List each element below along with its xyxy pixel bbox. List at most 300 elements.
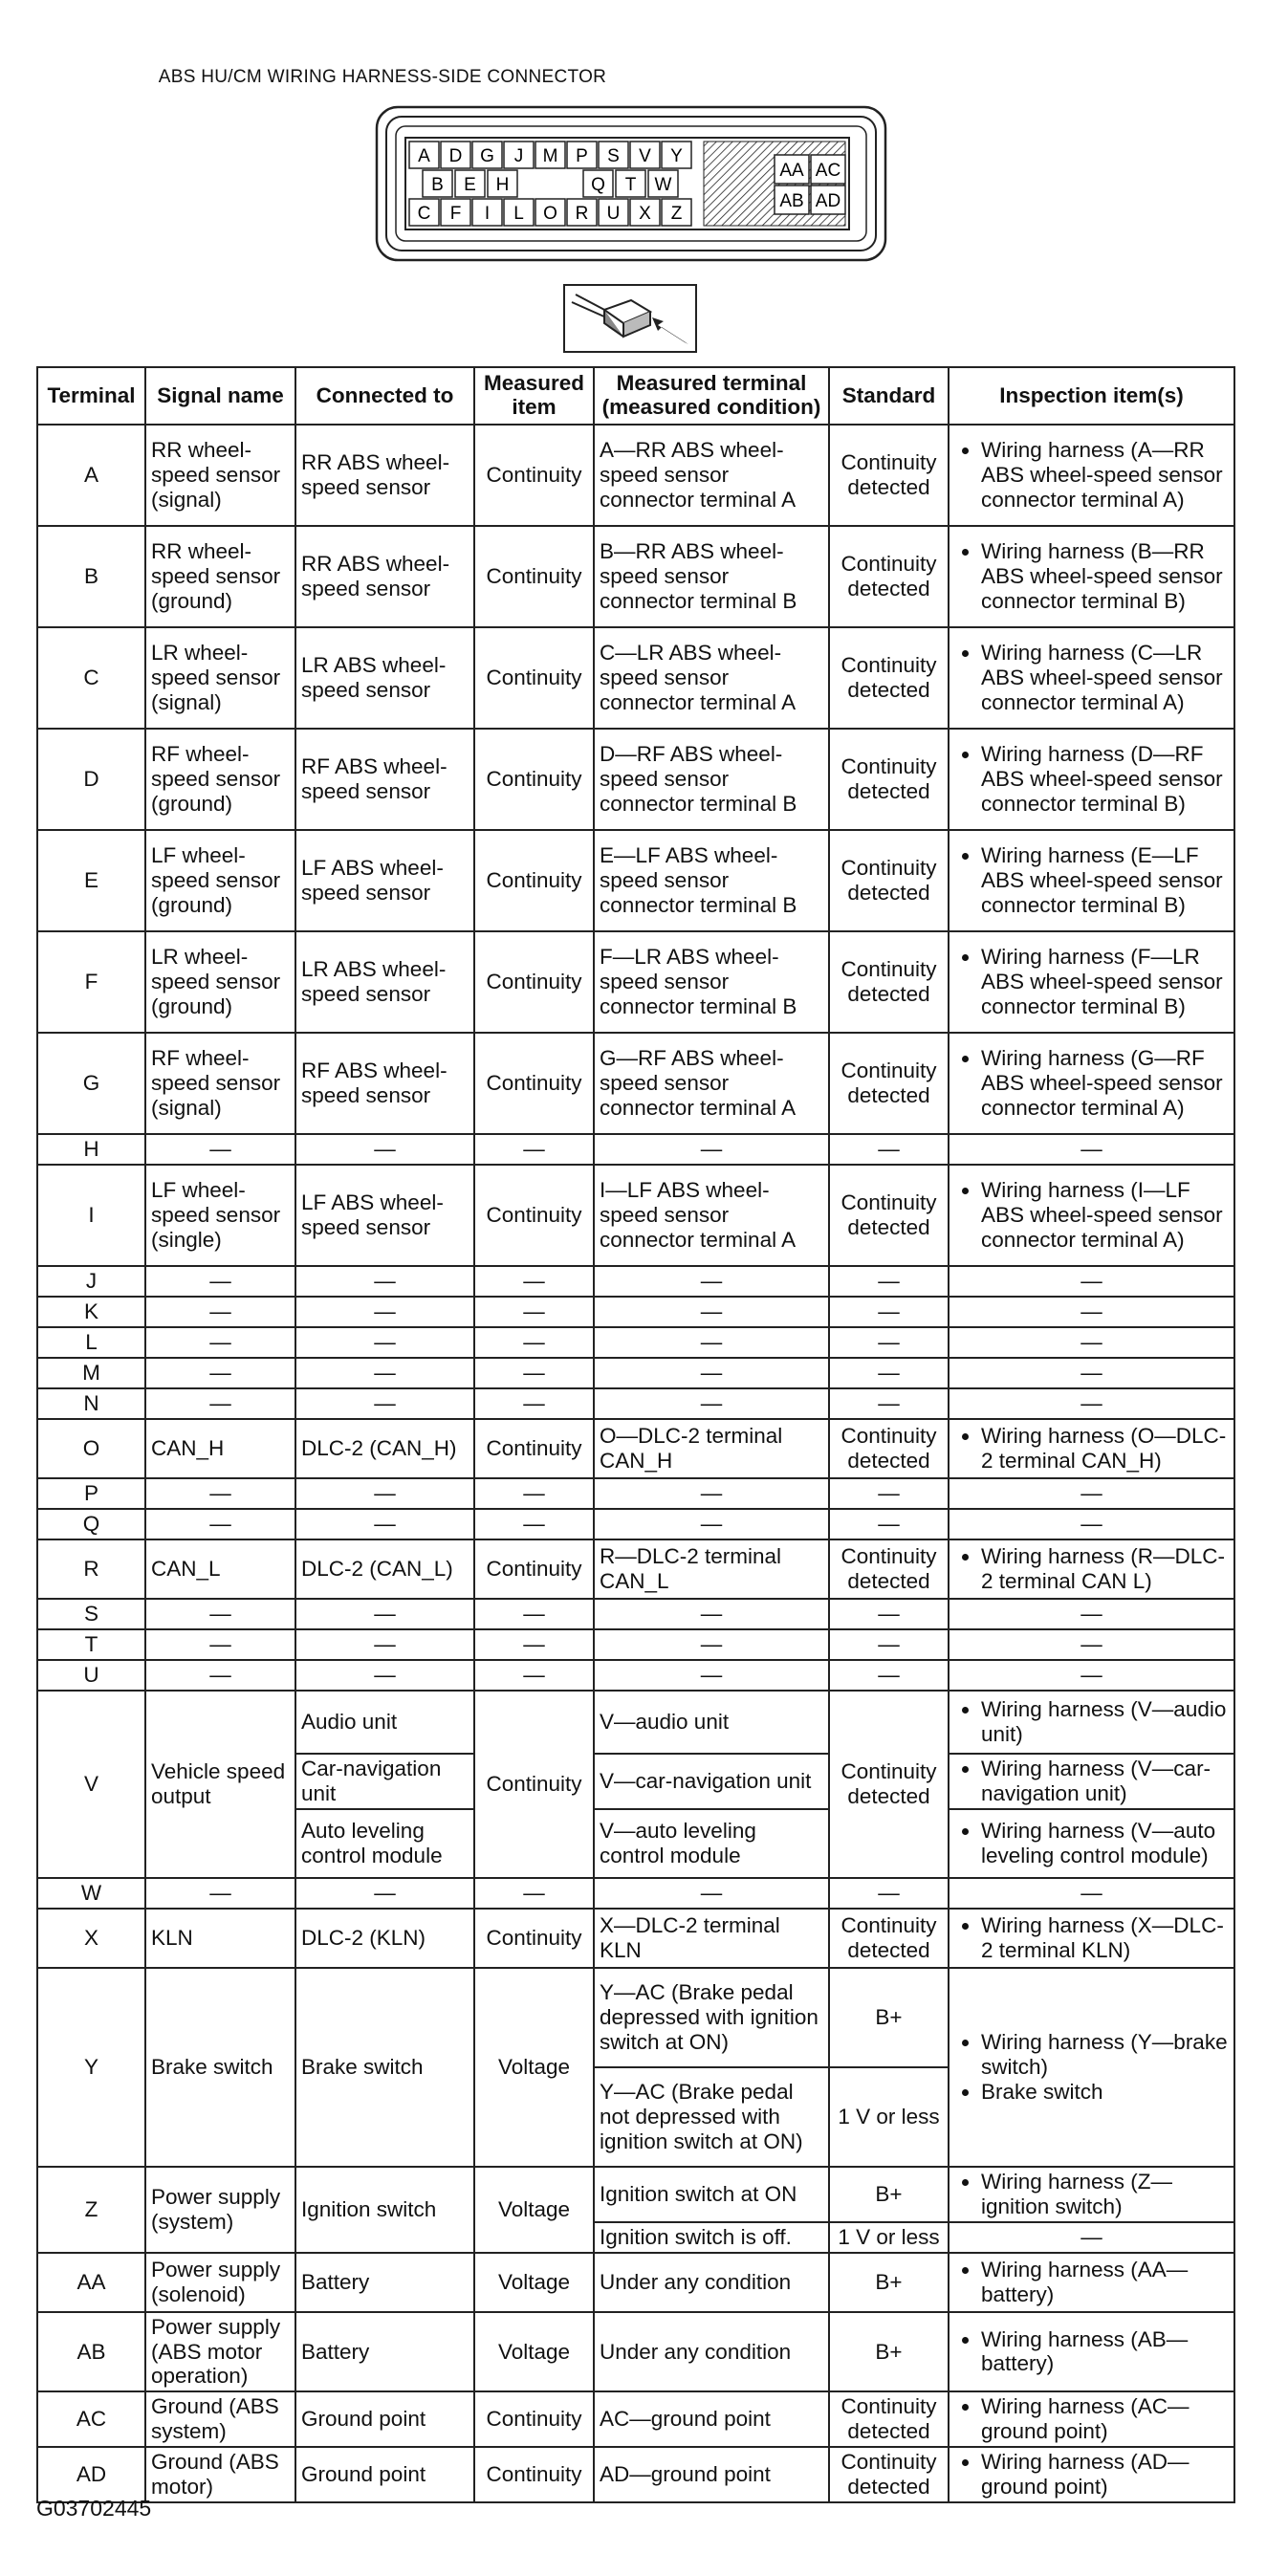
table-row-l xyxy=(37,1327,1234,1358)
inspection-list xyxy=(954,539,1229,614)
inspection-cell xyxy=(949,425,1234,526)
pin-d: D xyxy=(448,146,463,166)
signal-name-cell: — xyxy=(145,1134,295,1165)
signal-name-cell: — xyxy=(145,1266,295,1297)
standard-cell: Continuity detected xyxy=(829,931,949,1033)
pin-ab: AB xyxy=(779,191,804,211)
standard-cell: — xyxy=(829,1509,949,1539)
pin-x: X xyxy=(639,204,651,224)
standard-cell: — xyxy=(829,1629,949,1660)
inspection-list xyxy=(954,1544,1229,1594)
table-row-x xyxy=(37,1909,1234,1968)
inspection-item: • Wiring harness (D—RF ABS wheel-speed sensor connector terminal B) xyxy=(981,742,1229,817)
pin-u: U xyxy=(606,204,621,224)
inspection-item: • Wiring harness (E—LF ABS wheel-speed sensor connector terminal B) xyxy=(981,843,1229,918)
signal-name-cell: Ground (ABS system) xyxy=(145,2391,295,2447)
measured-item-cell: Continuity xyxy=(474,627,594,729)
measured-terminal-cell: — xyxy=(594,1297,829,1327)
measured-item-cell: — xyxy=(474,1629,594,1660)
standard-cell: — xyxy=(829,1297,949,1327)
signal-name-cell: LR wheel-speed sensor (signal) xyxy=(145,627,295,729)
connected-to-cell: DLC-2 (KLN) xyxy=(295,1909,474,1968)
measured-terminal-cell: — xyxy=(594,1266,829,1297)
terminal-cell: B xyxy=(37,526,145,627)
measured-item-cell: Continuity xyxy=(474,1539,594,1599)
table-row-e xyxy=(37,830,1234,931)
measured-terminal-cell: — xyxy=(594,1629,829,1660)
pin-z: Z xyxy=(670,204,683,224)
header-measured-terminal: Measured terminal (measured condition) xyxy=(594,367,829,425)
measured-terminal-cell: Under any condition xyxy=(594,2312,829,2392)
measured-terminal-cell: — xyxy=(594,1327,829,1358)
connected-to-cell: LF ABS wheel-speed sensor xyxy=(295,830,474,931)
inspection-item: • Wiring harness (C—LR ABS wheel-speed sensor connector terminal A) xyxy=(981,641,1229,715)
terminal-cell: F xyxy=(37,931,145,1033)
inspection-list xyxy=(954,843,1229,918)
standard-cell: Continuity detected xyxy=(829,830,949,931)
inspection-cell: — xyxy=(949,1509,1234,1539)
measured-terminal-cell: Under any condition xyxy=(594,2253,829,2312)
signal-name-cell: CAN_H xyxy=(145,1419,295,1478)
signal-name-cell: LR wheel-speed sensor (ground) xyxy=(145,931,295,1033)
signal-name-cell: Brake switch xyxy=(145,1968,295,2167)
connected-to-cell: — xyxy=(295,1478,474,1509)
connected-to-cell: — xyxy=(295,1878,474,1909)
standard-cell: Continuity detected xyxy=(829,1033,949,1134)
standard-cell: Continuity detected xyxy=(829,627,949,729)
header-inspection-items: Inspection item(s) xyxy=(949,367,1234,425)
connected-to-cell: Battery xyxy=(295,2253,474,2312)
probe-icon xyxy=(562,283,698,354)
table-row-ac xyxy=(37,2391,1234,2447)
measured-item-cell: Continuity xyxy=(474,526,594,627)
inspection-item: • Wiring harness (X—DLC-2 terminal KLN) xyxy=(981,1913,1229,1963)
standard-cell: Continuity detected xyxy=(829,1165,949,1266)
measured-terminal-cell: — xyxy=(594,1509,829,1539)
pin-i: I xyxy=(484,204,491,224)
table-row-j xyxy=(37,1266,1234,1297)
inspection-item: • Wiring harness (AC—ground point) xyxy=(981,2394,1229,2444)
terminal-cell: AD xyxy=(37,2447,145,2502)
signal-name-cell: — xyxy=(145,1327,295,1358)
measured-item-cell: Voltage xyxy=(474,1968,594,2167)
pin-r: R xyxy=(575,204,589,224)
terminal-cell: Q xyxy=(37,1509,145,1539)
connected-to-cell: RF ABS wheel-speed sensor xyxy=(295,729,474,830)
pin-s: S xyxy=(607,146,620,166)
connector-title: ABS HU/CM WIRING HARNESS-SIDE CONNECTOR xyxy=(158,67,607,87)
measured-terminal-cell: A—RR ABS wheel-speed sensor connector terminal A xyxy=(594,425,829,526)
pin-b: B xyxy=(431,175,444,195)
measured-item-cell: — xyxy=(474,1478,594,1509)
standard-cell: Continuity detected xyxy=(829,526,949,627)
inspection-item: • Wiring harness (I—LF ABS wheel-speed sensor connector terminal A) xyxy=(981,1178,1229,1253)
inspection-cell: — xyxy=(949,1388,1234,1419)
measured-terminal-cell: D—RF ABS wheel-speed sensor connector terminal B xyxy=(594,729,829,830)
pin-j: J xyxy=(513,146,524,166)
terminal-cell: V xyxy=(37,1691,145,1878)
measured-terminal-cell: Ignition switch is off. xyxy=(594,2222,829,2253)
measured-item-cell: Continuity xyxy=(474,2447,594,2502)
connected-to-cell: Auto leveling control module xyxy=(295,1809,474,1878)
inspection-cell: — xyxy=(949,1134,1234,1165)
pin-ad: AD xyxy=(815,191,841,211)
terminal-cell: D xyxy=(37,729,145,830)
connected-to-cell: Car-navigation unit xyxy=(295,1754,474,1809)
table-row-i xyxy=(37,1165,1234,1266)
pin-w: W xyxy=(654,175,672,195)
standard-cell: — xyxy=(829,1599,949,1629)
measured-terminal-cell: O—DLC-2 terminal CAN_H xyxy=(594,1419,829,1478)
table-row-ad xyxy=(37,2447,1234,2502)
measured-item-cell: Voltage xyxy=(474,2312,594,2392)
figure-code: G03702445 xyxy=(36,2496,152,2521)
signal-name-cell: — xyxy=(145,1297,295,1327)
inspection-item: • Wiring harness (F—LR ABS wheel-speed sensor connector terminal B) xyxy=(981,945,1229,1019)
signal-name-cell: RR wheel-speed sensor (ground) xyxy=(145,526,295,627)
inspection-list xyxy=(954,2394,1229,2444)
standard-cell: B+ xyxy=(829,2312,949,2392)
inspection-item: • Wiring harness (AD—ground point) xyxy=(981,2450,1229,2500)
inspection-cell: — xyxy=(949,1660,1234,1691)
inspection-cell xyxy=(949,1968,1234,2167)
measured-terminal-cell: Y—AC (Brake pedal depressed with ignition switch at ON) xyxy=(594,1968,829,2067)
terminal-cell: AC xyxy=(37,2391,145,2447)
inspection-item: • Wiring harness (AA—battery) xyxy=(981,2258,1229,2307)
table-row-h xyxy=(37,1134,1234,1165)
table-row-t xyxy=(37,1629,1234,1660)
inspection-cell xyxy=(949,830,1234,931)
table-row-k xyxy=(37,1297,1234,1327)
measured-terminal-cell: — xyxy=(594,1599,829,1629)
measured-item-cell: Continuity xyxy=(474,2391,594,2447)
table-row-f xyxy=(37,931,1234,1033)
inspection-list xyxy=(954,1046,1229,1121)
pin-v: V xyxy=(639,146,651,166)
terminal-cell: U xyxy=(37,1660,145,1691)
inspection-item: • Wiring harness (O—DLC-2 terminal CAN_H) xyxy=(981,1424,1229,1474)
table-row-b xyxy=(37,526,1234,627)
measured-item-cell: — xyxy=(474,1327,594,1358)
pin-f: F xyxy=(449,204,462,224)
connected-to-cell: RR ABS wheel-speed sensor xyxy=(295,526,474,627)
measured-terminal-cell: V—audio unit xyxy=(594,1691,829,1754)
measured-terminal-cell: — xyxy=(594,1388,829,1419)
measured-item-cell: — xyxy=(474,1266,594,1297)
inspection-list xyxy=(954,2327,1229,2377)
measured-terminal-cell: AD—ground point xyxy=(594,2447,829,2502)
table-row-v xyxy=(37,1691,1234,1754)
signal-name-cell: CAN_L xyxy=(145,1539,295,1599)
measured-terminal-cell: — xyxy=(594,1878,829,1909)
inspection-item: • Brake switch xyxy=(981,2080,1229,2105)
signal-name-cell: — xyxy=(145,1509,295,1539)
standard-cell: Continuity detected xyxy=(829,425,949,526)
header-signal-name: Signal name xyxy=(145,367,295,425)
measured-item-cell: Continuity xyxy=(474,729,594,830)
connected-to-cell: — xyxy=(295,1327,474,1358)
inspection-list xyxy=(954,2170,1229,2219)
signal-name-cell: Power supply (system) xyxy=(145,2167,295,2253)
inspection-list xyxy=(954,1697,1229,1747)
table-row-o xyxy=(37,1419,1234,1478)
standard-cell: — xyxy=(829,1134,949,1165)
pin-g: G xyxy=(480,146,494,166)
connected-to-cell: — xyxy=(295,1388,474,1419)
terminal-cell: G xyxy=(37,1033,145,1134)
inspection-item: • Wiring harness (B—RR ABS wheel-speed sensor connector terminal B) xyxy=(981,539,1229,614)
terminal-cell: O xyxy=(37,1419,145,1478)
inspection-cell xyxy=(949,1809,1234,1878)
connected-to-cell: — xyxy=(295,1599,474,1629)
connected-to-cell: Ground point xyxy=(295,2391,474,2447)
measured-terminal-cell: V—car-navigation unit xyxy=(594,1754,829,1809)
measured-terminal-cell: R—DLC-2 terminal CAN_L xyxy=(594,1539,829,1599)
inspection-item: • Wiring harness (R—DLC-2 terminal CAN L) xyxy=(981,1544,1229,1594)
terminal-cell: A xyxy=(37,425,145,526)
terminal-cell: E xyxy=(37,830,145,931)
measured-item-cell: Voltage xyxy=(474,2167,594,2253)
connected-to-cell: RF ABS wheel-speed sensor xyxy=(295,1033,474,1134)
measured-item-cell: Continuity xyxy=(474,425,594,526)
inspection-cell xyxy=(949,1691,1234,1754)
pin-l: L xyxy=(513,204,524,224)
terminal-cell: Z xyxy=(37,2167,145,2253)
inspection-cell xyxy=(949,627,1234,729)
pin-a: A xyxy=(418,146,430,166)
inspection-cell xyxy=(949,729,1234,830)
signal-name-cell: RF wheel-speed sensor (ground) xyxy=(145,729,295,830)
header-connected-to: Connected to xyxy=(295,367,474,425)
terminal-table xyxy=(36,366,1235,2503)
standard-cell: Continuity detected xyxy=(829,2447,949,2502)
connected-to-cell: — xyxy=(295,1134,474,1165)
standard-cell: — xyxy=(829,1660,949,1691)
standard-cell: Continuity detected xyxy=(829,1539,949,1599)
standard-cell: — xyxy=(829,1878,949,1909)
terminal-cell: I xyxy=(37,1165,145,1266)
inspection-cell xyxy=(949,2253,1234,2312)
inspection-cell: — xyxy=(949,1878,1234,1909)
connected-to-cell: Audio unit xyxy=(295,1691,474,1754)
terminal-cell: X xyxy=(37,1909,145,1968)
terminal-cell: S xyxy=(37,1599,145,1629)
signal-name-cell: — xyxy=(145,1878,295,1909)
pin-o: O xyxy=(543,204,557,224)
terminal-cell: C xyxy=(37,627,145,729)
measured-item-cell: — xyxy=(474,1660,594,1691)
inspection-cell: — xyxy=(949,1629,1234,1660)
inspection-item: • Wiring harness (G—RF ABS wheel-speed sensor connector terminal A) xyxy=(981,1046,1229,1121)
terminal-cell: M xyxy=(37,1358,145,1388)
standard-cell: B+ xyxy=(829,1968,949,2067)
inspection-list xyxy=(954,2258,1229,2307)
measured-terminal-cell: X—DLC-2 terminal KLN xyxy=(594,1909,829,1968)
connected-to-cell: — xyxy=(295,1358,474,1388)
connected-to-cell: LR ABS wheel-speed sensor xyxy=(295,931,474,1033)
measured-terminal-cell: I—LF ABS wheel-speed sensor connector terminal A xyxy=(594,1165,829,1266)
measured-terminal-cell: — xyxy=(594,1660,829,1691)
measured-item-cell: — xyxy=(474,1134,594,1165)
table-header-row xyxy=(37,367,1234,425)
signal-name-cell: RR wheel-speed sensor (signal) xyxy=(145,425,295,526)
table-row-p xyxy=(37,1478,1234,1509)
pin-y: Y xyxy=(670,146,683,166)
inspection-cell xyxy=(949,526,1234,627)
connected-to-cell: Ground point xyxy=(295,2447,474,2502)
terminal-cell: R xyxy=(37,1539,145,1599)
connector-diagram xyxy=(373,103,889,266)
terminal-cell: N xyxy=(37,1388,145,1419)
table-row-c xyxy=(37,627,1234,729)
connected-to-cell: Brake switch xyxy=(295,1968,474,2167)
inspection-cell xyxy=(949,2391,1234,2447)
table-row-q xyxy=(37,1509,1234,1539)
pin-t: T xyxy=(624,175,637,195)
inspection-item: • Wiring harness (Z—ignition switch) xyxy=(981,2170,1229,2219)
standard-cell: Continuity detected xyxy=(829,1419,949,1478)
inspection-item: • Wiring harness (Y—brake switch) xyxy=(981,2030,1229,2080)
table-row-z xyxy=(37,2167,1234,2222)
header-measured-item: Measured item xyxy=(474,367,594,425)
connected-to-cell: DLC-2 (CAN_H) xyxy=(295,1419,474,1478)
measured-terminal-cell: — xyxy=(594,1478,829,1509)
standard-cell: Continuity detected xyxy=(829,729,949,830)
measured-terminal-cell: Ignition switch at ON xyxy=(594,2167,829,2222)
inspection-list xyxy=(954,2450,1229,2500)
header-terminal: Terminal xyxy=(37,367,145,425)
standard-cell: — xyxy=(829,1266,949,1297)
connected-to-cell: — xyxy=(295,1509,474,1539)
connected-to-cell: LR ABS wheel-speed sensor xyxy=(295,627,474,729)
header-standard: Standard xyxy=(829,367,949,425)
inspection-list xyxy=(954,1757,1229,1806)
signal-name-cell: Power supply (ABS motor operation) xyxy=(145,2312,295,2392)
measured-item-cell: Continuity xyxy=(474,830,594,931)
signal-name-cell: — xyxy=(145,1388,295,1419)
measured-item-cell: Voltage xyxy=(474,2253,594,2312)
terminal-cell: W xyxy=(37,1878,145,1909)
signal-name-cell: — xyxy=(145,1660,295,1691)
standard-cell: Continuity detected xyxy=(829,2391,949,2447)
pin-h: H xyxy=(495,175,510,195)
table-row-g xyxy=(37,1033,1234,1134)
signal-name-cell: RF wheel-speed sensor (signal) xyxy=(145,1033,295,1134)
table-row-r xyxy=(37,1539,1234,1599)
measured-item-cell: Continuity xyxy=(474,1419,594,1478)
terminal-cell: L xyxy=(37,1327,145,1358)
standard-cell: Continuity detected xyxy=(829,1691,949,1878)
inspection-list xyxy=(954,438,1229,513)
table-row-s xyxy=(37,1599,1234,1629)
standard-cell: B+ xyxy=(829,2253,949,2312)
inspection-cell xyxy=(949,1539,1234,1599)
inspection-cell: — xyxy=(949,1327,1234,1358)
measured-terminal-cell: AC—ground point xyxy=(594,2391,829,2447)
signal-name-cell: — xyxy=(145,1629,295,1660)
measured-item-cell: Continuity xyxy=(474,1691,594,1878)
inspection-cell xyxy=(949,1165,1234,1266)
table-row-aa xyxy=(37,2253,1234,2312)
pin-aa: AA xyxy=(779,161,804,181)
pin-m: M xyxy=(542,146,558,166)
inspection-cell: — xyxy=(949,1358,1234,1388)
measured-item-cell: — xyxy=(474,1388,594,1419)
signal-name-cell: — xyxy=(145,1358,295,1388)
inspection-cell xyxy=(949,1033,1234,1134)
measured-item-cell: — xyxy=(474,1297,594,1327)
terminal-cell: AB xyxy=(37,2312,145,2392)
measured-item-cell: Continuity xyxy=(474,1165,594,1266)
terminal-cell: J xyxy=(37,1266,145,1297)
measured-terminal-cell: V—auto leveling control module xyxy=(594,1809,829,1878)
standard-cell: 1 V or less xyxy=(829,2067,949,2167)
measured-item-cell: — xyxy=(474,1358,594,1388)
pin-ac: AC xyxy=(815,161,841,181)
inspection-cell xyxy=(949,2312,1234,2392)
connected-to-cell: DLC-2 (CAN_L) xyxy=(295,1539,474,1599)
inspection-cell xyxy=(949,1754,1234,1809)
terminal-cell: H xyxy=(37,1134,145,1165)
pin-c: C xyxy=(417,204,431,224)
table-row-ab xyxy=(37,2312,1234,2392)
signal-name-cell: Power supply (solenoid) xyxy=(145,2253,295,2312)
inspection-cell: — xyxy=(949,1599,1234,1629)
connected-to-cell: — xyxy=(295,1297,474,1327)
connected-to-cell: — xyxy=(295,1629,474,1660)
inspection-item: • Wiring harness (V—audio unit) xyxy=(981,1697,1229,1747)
standard-cell: 1 V or less xyxy=(829,2222,949,2253)
signal-name-cell: Ground (ABS motor) xyxy=(145,2447,295,2502)
measured-terminal-cell: C—LR ABS wheel-speed sensor connector terminal A xyxy=(594,627,829,729)
signal-name-cell: Vehicle speed output xyxy=(145,1691,295,1878)
inspection-cell xyxy=(949,931,1234,1033)
measured-terminal-cell: B—RR ABS wheel-speed sensor connector terminal B xyxy=(594,526,829,627)
pin-q: Q xyxy=(591,175,605,195)
inspection-cell xyxy=(949,1419,1234,1478)
signal-name-cell: LF wheel-speed sensor (ground) xyxy=(145,830,295,931)
connected-to-cell: Battery xyxy=(295,2312,474,2392)
inspection-cell xyxy=(949,2167,1234,2222)
terminal-cell: AA xyxy=(37,2253,145,2312)
terminal-cell: Y xyxy=(37,1968,145,2167)
inspection-cell: — xyxy=(949,2222,1234,2253)
inspection-item: • Wiring harness (AB—battery) xyxy=(981,2327,1229,2377)
signal-name-cell: — xyxy=(145,1478,295,1509)
connected-to-cell: — xyxy=(295,1660,474,1691)
connected-to-cell: RR ABS wheel-speed sensor xyxy=(295,425,474,526)
table-row-m xyxy=(37,1358,1234,1388)
measured-terminal-cell: F—LR ABS wheel-speed sensor connector terminal B xyxy=(594,931,829,1033)
signal-name-cell: LF wheel-speed sensor (single) xyxy=(145,1165,295,1266)
inspection-list xyxy=(954,1819,1229,1868)
connected-to-cell: — xyxy=(295,1266,474,1297)
signal-name-cell: KLN xyxy=(145,1909,295,1968)
standard-cell: Continuity detected xyxy=(829,1909,949,1968)
measured-item-cell: Continuity xyxy=(474,1909,594,1968)
table-row-y xyxy=(37,1968,1234,2067)
standard-cell: — xyxy=(829,1358,949,1388)
table-row-d xyxy=(37,729,1234,830)
standard-cell: B+ xyxy=(829,2167,949,2222)
standard-cell: — xyxy=(829,1327,949,1358)
signal-name-cell: — xyxy=(145,1599,295,1629)
inspection-list xyxy=(954,1424,1229,1474)
measured-terminal-cell: — xyxy=(594,1358,829,1388)
inspection-cell: — xyxy=(949,1478,1234,1509)
inspection-list xyxy=(954,1178,1229,1253)
measured-item-cell: — xyxy=(474,1509,594,1539)
